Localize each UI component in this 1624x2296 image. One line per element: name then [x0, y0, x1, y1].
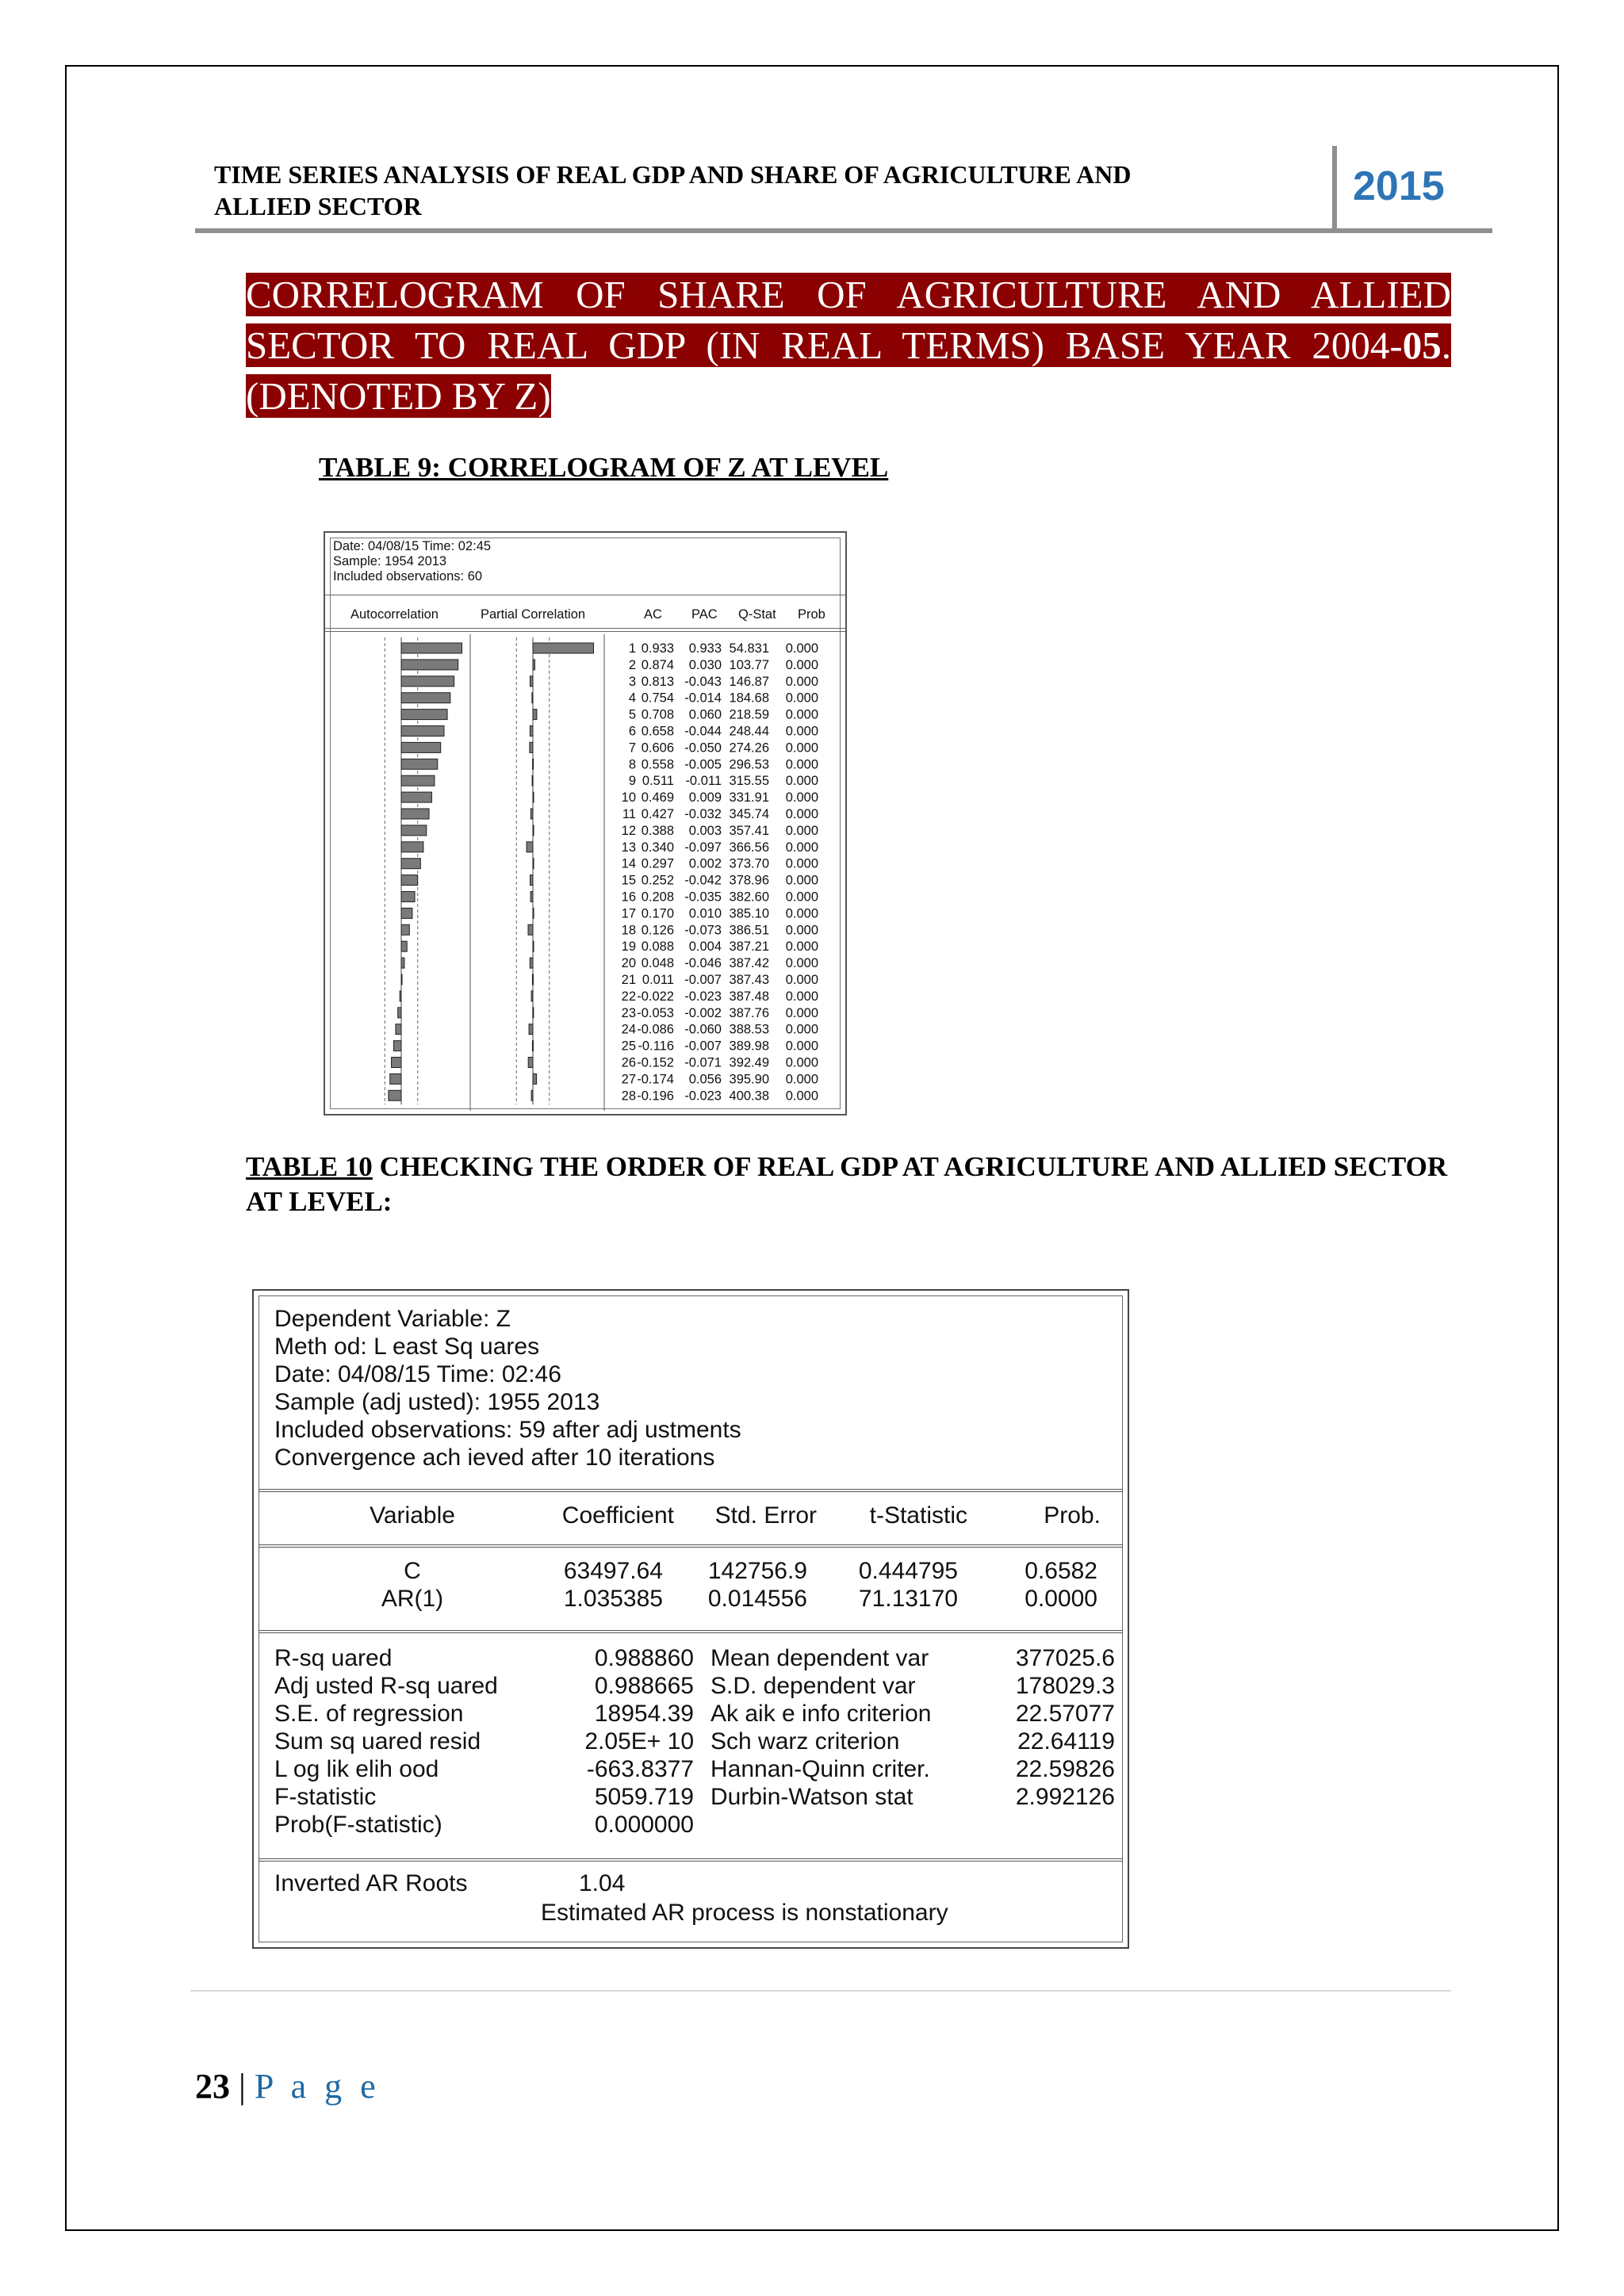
stat-label: F-statistic	[274, 1784, 377, 1810]
stat-value: -663.8377	[586, 1756, 694, 1782]
lag-label: 13	[621, 840, 636, 855]
ac-bar	[401, 792, 431, 802]
ac-value: 0.088	[641, 939, 674, 955]
prob-value: 0.000	[785, 1089, 818, 1104]
header-rule	[195, 228, 1492, 233]
ac-value: 0.427	[641, 807, 674, 821]
regression-output	[252, 1289, 1129, 1949]
ac-value: -0.022	[637, 989, 674, 1004]
reg-meta-dep: Dependent Variable: Z	[274, 1306, 511, 1332]
pac-bar	[530, 809, 533, 819]
pac-value: -0.071	[684, 1055, 722, 1070]
lag-label: 12	[621, 823, 636, 838]
lag-label: 5	[628, 707, 636, 722]
qstat-value: 385.10	[729, 906, 769, 921]
pac-bar	[533, 825, 534, 836]
section-heading-main: CORRELOGRAM OF SHARE OF AGRICULTURE AND ALLIED SECTOR TO REAL GDP (IN REAL TERMS) BASE YEAR 2004-	[246, 273, 1451, 367]
ac-bar	[398, 1008, 401, 1018]
stat-value: 0.988665	[594, 1673, 694, 1699]
reg-row-c-std-error: 142756.9	[707, 1558, 807, 1584]
lag-label: 10	[621, 790, 636, 806]
pac-value: -0.042	[684, 873, 722, 888]
qstat-value: 184.68	[729, 691, 769, 706]
page-separator: |	[239, 2067, 246, 2106]
prob-value: 0.000	[785, 890, 818, 905]
pac-bar	[533, 710, 537, 720]
qstat-value: 378.96	[729, 873, 769, 888]
pac-bar	[533, 908, 534, 918]
pac-bar	[532, 1041, 533, 1051]
pac-value: -0.002	[684, 1005, 722, 1020]
correlogram-meta-date: Date: 04/08/15 Time: 02:45	[333, 539, 492, 553]
pac-bar	[530, 875, 533, 886]
pac-bar	[527, 842, 533, 852]
pac-value: -0.023	[684, 989, 722, 1004]
qstat-value: 54.831	[729, 641, 769, 656]
qstat-value: 373.70	[729, 856, 769, 871]
lag-label: 4	[628, 691, 636, 706]
col-qstat: Q-Stat	[738, 607, 776, 622]
prob-value: 0.000	[785, 757, 818, 772]
lag-label: 9	[628, 774, 636, 789]
running-header-title	[214, 159, 1277, 222]
ac-value: 0.754	[641, 691, 674, 706]
ac-value: 0.933	[641, 641, 674, 656]
correlogram-plot	[325, 533, 845, 1114]
pac-value: 0.030	[688, 657, 722, 672]
qstat-value: 296.53	[729, 757, 769, 772]
prob-value: 0.000	[785, 740, 818, 756]
qstat-value: 366.56	[729, 840, 769, 855]
col-prob: Prob	[798, 607, 825, 622]
lag-label: 27	[621, 1072, 636, 1087]
pac-value: 0.004	[688, 939, 722, 955]
prob-value: 0.000	[785, 989, 818, 1004]
stat-value: 0.000000	[594, 1812, 694, 1838]
stat-label: Sch warz criterion	[710, 1728, 900, 1755]
ac-value: 0.511	[642, 774, 674, 789]
lag-label: 1	[628, 641, 636, 656]
qstat-value: 400.38	[729, 1089, 769, 1104]
lag-label: 3	[628, 674, 636, 689]
reg-nonstationary-note: Estimated AR process is nonstationary	[541, 1900, 948, 1926]
ac-value: -0.053	[637, 1005, 674, 1020]
pac-value: 0.056	[688, 1072, 722, 1087]
stat-label: Sum sq uared resid	[274, 1728, 481, 1755]
qstat-value: 248.44	[729, 724, 769, 739]
stat-label: Prob(F-statistic)	[274, 1812, 442, 1838]
ac-bar	[401, 875, 418, 886]
reg-col-coefficient: Coefficient	[561, 1502, 674, 1529]
ac-value: 0.126	[641, 923, 674, 938]
stat-label: Adj usted R-sq uared	[274, 1673, 498, 1699]
ac-value: 0.469	[641, 790, 674, 806]
stat-value: 2.992126	[1015, 1784, 1115, 1810]
prob-value: 0.000	[785, 707, 818, 722]
pac-bar	[531, 991, 533, 1001]
ac-value: 0.708	[641, 707, 674, 722]
qstat-value: 103.77	[729, 657, 769, 672]
stat-value: 178029.3	[1015, 1673, 1115, 1699]
table10-caption	[246, 1150, 1467, 1219]
ac-bar	[401, 908, 412, 918]
footer-rule	[190, 1990, 1451, 1992]
prob-value: 0.000	[785, 1055, 818, 1070]
pac-value: -0.073	[684, 923, 722, 938]
table9-caption: TABLE 9: CORRELOGRAM OF Z AT LEVEL	[319, 452, 889, 483]
reg-meta-date: Date: 04/08/15 Time: 02:46	[274, 1361, 561, 1387]
ac-bar	[401, 924, 409, 935]
prob-value: 0.000	[785, 856, 818, 871]
lag-label: 15	[621, 873, 636, 888]
reg-rule-4	[259, 1858, 1123, 1862]
ac-bar	[401, 660, 458, 670]
stat-label: R-sq uared	[274, 1645, 393, 1671]
qstat-value: 387.21	[729, 939, 769, 955]
pac-bar	[533, 792, 534, 802]
reg-row-c-t-stat: 0.444795	[858, 1558, 958, 1584]
lag-label: 23	[621, 1005, 636, 1020]
lag-label: 11	[622, 807, 636, 821]
prob-value: 0.000	[785, 956, 818, 971]
lag-label: 20	[621, 956, 636, 971]
ac-value: 0.340	[641, 840, 674, 855]
pac-bar	[529, 1024, 533, 1035]
reg-rule-3	[259, 1630, 1123, 1633]
ac-value: 0.011	[642, 973, 674, 987]
ac-bar	[401, 842, 423, 852]
stat-value: 18954.39	[594, 1701, 694, 1727]
stat-label: Hannan-Quinn criter.	[710, 1756, 930, 1782]
prob-value: 0.000	[785, 906, 818, 921]
ac-bar	[390, 1073, 401, 1084]
prob-value: 0.000	[785, 774, 818, 789]
ac-bar	[392, 1058, 401, 1068]
qstat-value: 331.91	[729, 790, 769, 806]
pac-value: -0.014	[684, 691, 722, 706]
ac-bar	[401, 892, 415, 902]
pac-value: 0.003	[688, 823, 722, 838]
stat-label: Ak aik e info criterion	[710, 1701, 932, 1727]
pac-bar	[528, 1058, 533, 1068]
ac-bar	[401, 825, 427, 836]
ac-value: 0.874	[641, 657, 674, 672]
reg-meta-sample: Sample (adj usted): 1955 2013	[274, 1389, 600, 1415]
stat-value: 0.988860	[594, 1645, 694, 1671]
pac-value: -0.032	[684, 807, 722, 821]
reg-row-ar1-std-error: 0.014556	[707, 1586, 807, 1612]
lag-label: 25	[621, 1039, 636, 1054]
ac-bar	[401, 643, 462, 653]
pac-value: -0.005	[684, 757, 722, 772]
lag-label: 28	[621, 1089, 636, 1104]
prob-value: 0.000	[785, 641, 818, 656]
ac-value: -0.174	[637, 1072, 674, 1087]
prob-value: 0.000	[785, 923, 818, 938]
reg-rule-2	[259, 1544, 1123, 1548]
stat-label: Durbin-Watson stat	[710, 1784, 914, 1810]
qstat-value: 146.87	[729, 674, 769, 689]
pac-value: 0.933	[688, 641, 722, 656]
qstat-value: 387.43	[729, 973, 769, 987]
page-word: P a g e	[254, 2067, 381, 2106]
prob-value: 0.000	[785, 873, 818, 888]
header-title-line2: ALLIED SECTOR	[214, 192, 422, 220]
pac-bar	[530, 892, 533, 902]
ac-value: 0.252	[641, 873, 674, 888]
prob-value: 0.000	[785, 1039, 818, 1054]
lag-label: 7	[628, 740, 636, 756]
pac-bar	[531, 1090, 533, 1100]
lag-label: 26	[621, 1055, 636, 1070]
ac-bar	[401, 710, 447, 720]
ac-value: 0.388	[641, 823, 674, 838]
pac-value: -0.023	[684, 1089, 722, 1104]
ac-bar	[401, 693, 450, 703]
pac-bar	[530, 958, 533, 968]
ac-value: 0.048	[641, 956, 674, 971]
pac-value: -0.035	[684, 890, 722, 905]
ac-bar	[389, 1090, 401, 1100]
pac-bar	[532, 693, 533, 703]
ac-value: -0.116	[638, 1039, 674, 1054]
pac-bar	[530, 742, 533, 752]
ac-value: 0.813	[641, 674, 674, 689]
ac-bar	[401, 859, 420, 869]
section-heading	[246, 270, 1451, 422]
reg-inverted-label: Inverted AR Roots	[274, 1870, 468, 1896]
pac-value: 0.009	[688, 790, 722, 806]
lag-label: 8	[628, 757, 636, 772]
lag-label: 24	[621, 1022, 636, 1037]
pac-bar	[532, 775, 533, 786]
pac-bar	[533, 1073, 537, 1084]
pac-bar	[533, 643, 594, 653]
col-pac: PAC	[691, 607, 718, 622]
qstat-value: 218.59	[729, 707, 769, 722]
reg-rule-1	[259, 1489, 1123, 1492]
prob-value: 0.000	[785, 823, 818, 838]
stat-value: 5059.719	[594, 1784, 694, 1810]
ac-value: 0.297	[641, 856, 674, 871]
pac-bar	[533, 660, 534, 670]
qstat-value: 392.49	[729, 1055, 769, 1070]
qstat-value: 387.76	[729, 1005, 769, 1020]
stat-value: 377025.6	[1015, 1645, 1115, 1671]
prob-value: 0.000	[785, 939, 818, 955]
lag-label: 21	[621, 973, 636, 987]
reg-meta-convergence: Convergence ach ieved after 10 iterations	[274, 1445, 715, 1471]
pac-bar	[533, 859, 534, 869]
lag-label: 6	[628, 724, 636, 739]
pac-value: -0.044	[684, 724, 722, 739]
reg-col-prob: Prob.	[1044, 1502, 1101, 1529]
reg-row-ar1-prob: 0.0000	[1025, 1586, 1097, 1612]
ac-bar	[401, 726, 444, 737]
ac-bar	[401, 809, 429, 819]
correlogram-table	[324, 531, 847, 1115]
lag-label: 22	[621, 989, 636, 1004]
pac-bar	[528, 924, 533, 935]
prob-value: 0.000	[785, 1005, 818, 1020]
ac-bar	[401, 958, 404, 968]
pac-value: 0.010	[688, 906, 722, 921]
lag-label: 14	[621, 856, 636, 871]
pac-bar	[533, 759, 534, 769]
stat-value: 22.64119	[1017, 1728, 1115, 1755]
pac-bar	[533, 941, 534, 951]
stat-label: L og lik elih ood	[274, 1756, 439, 1782]
ac-bar	[396, 1024, 401, 1035]
pac-value: -0.060	[684, 1022, 722, 1037]
stat-value: 22.59826	[1015, 1756, 1115, 1782]
ac-value: 0.170	[641, 906, 674, 921]
ac-value: 0.606	[641, 740, 674, 756]
stat-label: Mean dependent var	[710, 1645, 929, 1671]
pac-value: -0.007	[684, 1039, 722, 1054]
reg-row-ar1-coefficient: 1.035385	[563, 1586, 663, 1612]
table10-caption-prefix: TABLE 10	[246, 1151, 373, 1182]
reg-meta-obs: Included observations: 59 after adj ustments	[274, 1417, 741, 1443]
ac-bar	[401, 742, 441, 752]
header-title-line1: TIME SERIES ANALYSIS OF REAL GDP AND SHARE OF AGRICULTURE AND	[214, 160, 1132, 189]
correlogram-meta-sample: Sample: 1954 2013	[333, 554, 447, 568]
prob-value: 0.000	[785, 691, 818, 706]
reg-meta-method: Meth od: L east Sq uares	[274, 1334, 540, 1360]
ac-value: 0.558	[641, 757, 674, 772]
reg-row-ar1-variable: AR(1)	[381, 1586, 444, 1612]
ac-value: -0.196	[637, 1089, 674, 1104]
col-autocorrelation: Autocorrelation	[350, 607, 439, 622]
col-partial-correlation: Partial Correlation	[481, 607, 586, 622]
prob-value: 0.000	[785, 790, 818, 806]
reg-row-c-prob: 0.6582	[1025, 1558, 1097, 1584]
page-footer	[195, 2064, 381, 2109]
ac-bar	[401, 775, 435, 786]
reg-row-c-coefficient: 63497.64	[563, 1558, 663, 1584]
ac-bar	[401, 941, 407, 951]
col-ac: AC	[644, 607, 662, 622]
ac-bar	[401, 759, 438, 769]
pac-bar	[532, 974, 533, 985]
ac-value: -0.086	[637, 1022, 674, 1037]
stat-value: 22.57077	[1015, 1701, 1115, 1727]
pac-bar	[530, 726, 533, 737]
prob-value: 0.000	[785, 724, 818, 739]
section-heading-bold: 05	[1402, 323, 1442, 367]
correlogram-meta-obs: Included observations: 60	[333, 569, 483, 584]
qstat-value: 387.48	[729, 989, 769, 1004]
pac-bar	[530, 676, 533, 687]
stat-label: S.D. dependent var	[710, 1673, 916, 1699]
reg-col-variable: Variable	[370, 1502, 455, 1529]
pac-value: -0.011	[685, 774, 722, 789]
qstat-value: 388.53	[729, 1022, 769, 1037]
lag-label: 18	[621, 923, 636, 938]
lag-label: 2	[628, 657, 636, 672]
lag-label: 17	[621, 906, 636, 921]
ac-value: 0.658	[641, 724, 674, 739]
table10-caption-rest: CHECKING THE ORDER OF REAL GDP AT AGRICULTURE AND ALLIED SECTOR AT LEVEL:	[246, 1151, 1448, 1217]
ac-value: -0.152	[637, 1055, 674, 1070]
pac-value: -0.097	[684, 840, 722, 855]
stat-value: 2.05E+ 10	[584, 1728, 694, 1755]
pac-value: -0.046	[684, 956, 722, 971]
section-heading-tail: .(DENOTED BY Z)	[246, 323, 1451, 418]
pac-value: -0.050	[684, 740, 722, 756]
lag-label: 19	[621, 939, 636, 955]
prob-value: 0.000	[785, 674, 818, 689]
reg-col-std-error: Std. Error	[714, 1502, 817, 1529]
prob-value: 0.000	[785, 1072, 818, 1087]
qstat-value: 389.98	[729, 1039, 769, 1054]
ac-value: 0.208	[641, 890, 674, 905]
qstat-value: 315.55	[729, 774, 769, 789]
reg-col-t-stat: t-Statistic	[869, 1502, 967, 1529]
pac-bar	[533, 1008, 534, 1018]
prob-value: 0.000	[785, 1022, 818, 1037]
header-divider	[1332, 146, 1337, 232]
qstat-value: 274.26	[729, 740, 769, 756]
header-year: 2015	[1353, 163, 1445, 209]
pac-value: -0.007	[684, 973, 722, 987]
pac-value: -0.043	[684, 674, 722, 689]
pac-value: 0.002	[688, 856, 722, 871]
reg-inverted-value: 1.04	[579, 1870, 626, 1896]
reg-row-ar1-t-stat: 71.13170	[858, 1586, 958, 1612]
prob-value: 0.000	[785, 807, 818, 821]
qstat-value: 345.74	[729, 807, 769, 821]
ac-bar	[400, 991, 401, 1001]
qstat-value: 386.51	[729, 923, 769, 938]
ac-bar	[393, 1041, 401, 1051]
ac-bar	[401, 676, 454, 687]
page-number: 23	[195, 2067, 230, 2106]
qstat-value: 382.60	[729, 890, 769, 905]
reg-row-c-variable: C	[404, 1558, 421, 1584]
stat-label: S.E. of regression	[274, 1701, 464, 1727]
prob-value: 0.000	[785, 657, 818, 672]
lag-label: 16	[621, 890, 636, 905]
prob-value: 0.000	[785, 840, 818, 855]
qstat-value: 387.42	[729, 956, 769, 971]
prob-value: 0.000	[785, 973, 818, 987]
ac-bar	[401, 974, 402, 985]
qstat-value: 395.90	[729, 1072, 769, 1087]
pac-value: 0.060	[688, 707, 722, 722]
qstat-value: 357.41	[729, 823, 769, 838]
